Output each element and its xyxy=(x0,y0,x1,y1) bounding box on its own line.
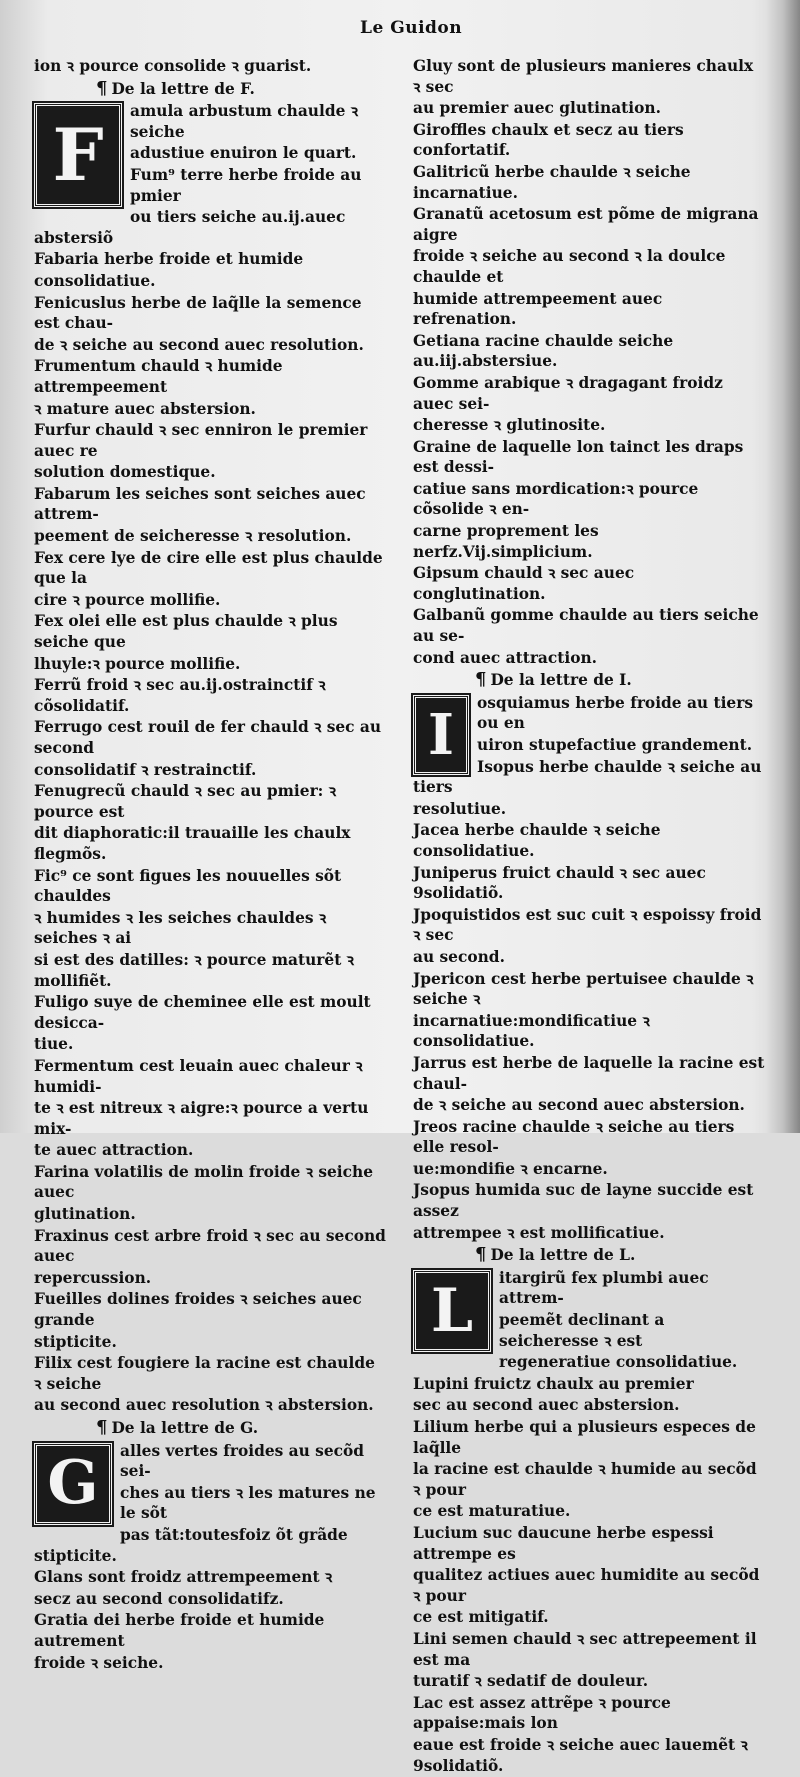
text-line: ue:mondifie ꝛ encarne. xyxy=(413,1159,608,1178)
text-line: Lupini fruictz chaulx au premier xyxy=(413,1374,694,1393)
decorated-initial-g: G xyxy=(34,1443,112,1525)
text-line: osquiamus herbe froide au tiers ou en xyxy=(477,693,753,733)
text-line: de ꝛ seiche au second auec resolution. xyxy=(34,335,364,354)
text-line: amula arbustum chaulde ꝛ seiche xyxy=(130,102,359,141)
text-line: Jpoquistidos est suc cuit ꝛ espoissy froid ꝛ sec xyxy=(413,905,762,945)
text-line: uiron stupefactiue grandement. xyxy=(477,736,753,754)
text-line: qualitez actiues auec humidite au secõd ꝛ pour xyxy=(413,1566,760,1605)
text-line: ou tiers seiche au.ij.auec abstersiõ xyxy=(34,208,346,247)
text-line: Jpericon cest herbe pertuisee chaulde ꝛ seiche ꝛ xyxy=(413,969,754,1009)
text-line: Fabarum les seiches sont seiches auec attrem- xyxy=(34,484,366,524)
text-line: te auec attraction. xyxy=(34,1141,194,1160)
text-line: Lini semen chauld ꝛ sec attrepeement il est ma xyxy=(413,1629,757,1669)
text-line: glutination. xyxy=(34,1205,136,1224)
left-column xyxy=(34,56,386,1674)
right-column xyxy=(413,56,765,1777)
text-line: froide ꝛ seiche. xyxy=(34,1653,164,1672)
text-line: dit diaphoratic:il trauaille les chaulx flegmõs. xyxy=(34,824,351,863)
pilcrow-icon: ¶ xyxy=(96,77,108,99)
text-line: Gomme arabique ꝛ dragagant froidz auec sei- xyxy=(413,373,723,413)
right-top-lines xyxy=(413,56,765,668)
text-line: froide ꝛ seiche au second ꝛ la doulce chaulde et xyxy=(413,247,726,286)
text-line: Farina volatilis de molin froide ꝛ seiche auec xyxy=(34,1162,373,1202)
text-line: catiue sans mordication:ꝛ pource cõsolide ꝛ en- xyxy=(413,479,699,519)
section-f-entries xyxy=(34,271,386,1416)
text-line: Granatũ acetosum est põme de migrana aigre xyxy=(413,205,759,244)
text-line: Glans sont froidz attrempeement ꝛ xyxy=(34,1568,333,1587)
text-line: Fuligo suye de cheminee elle est moult desicca- xyxy=(34,993,371,1032)
pilcrow-icon: ¶ xyxy=(96,1417,108,1438)
text-line: au premier auec glutination. xyxy=(413,99,661,118)
text-line: peement de seicheresse ꝛ resolution. xyxy=(34,527,352,546)
text-line: carne proprement les nerfz.Vij.simplicium. xyxy=(413,522,599,561)
text-line: Furfur chauld ꝛ sec enniron le premier auec re xyxy=(34,421,368,460)
section-heading-g: ¶ De la lettre de G. xyxy=(96,1417,259,1438)
text-line: stipticite. xyxy=(34,1332,117,1351)
text-line: Filix cest fougiere la racine est chaulde ꝛ seiche xyxy=(34,1354,375,1393)
text-line: cond auec attraction. xyxy=(413,648,598,667)
text-line: Fenugrecũ chauld ꝛ sec au pmier: ꝛ pource est xyxy=(34,782,337,821)
text-line: ion ꝛ pource consolide ꝛ guarist. xyxy=(34,57,312,75)
text-line: consolidatiue. xyxy=(34,271,156,290)
text-line: Fenicuslus herbe de laq̃lle la semence est chau- xyxy=(34,293,362,333)
text-line: incarnatiue:mondificatiue ꝛ consolidatiue. xyxy=(413,1011,650,1051)
text-line: la racine est chaulde ꝛ humide au secõd ꝛ pour xyxy=(413,1460,757,1499)
text-line: cire ꝛ pource mollifie. xyxy=(34,590,221,609)
text-line: Fex cere lye de cire elle est plus chaulde que la xyxy=(34,548,383,588)
section-heading-l: ¶ De la lettre de L. xyxy=(475,1244,636,1266)
pilcrow-icon: ¶ xyxy=(475,1244,487,1266)
text-line: Fraxinus cest arbre froid ꝛ sec au second auec xyxy=(34,1226,386,1266)
text-line: Lucium suc daucune herbe espessi attrempe es xyxy=(413,1523,714,1563)
text-line: secz au second consolidatifz. xyxy=(34,1589,284,1608)
text-line: Gratia dei herbe froide et humide autrement xyxy=(34,1611,325,1650)
text-line: ce est maturatiue. xyxy=(413,1502,571,1521)
text-line: cheresse ꝛ glutinosite. xyxy=(413,416,606,435)
decorated-initial-f: F xyxy=(34,103,122,207)
text-line: tiue. xyxy=(34,1035,74,1054)
text-line: Fex olei elle est plus chaulde ꝛ plus seiche que xyxy=(34,612,338,652)
text-line: si est des datilles: ꝛ pource maturẽt ꝛ mollifiẽt. xyxy=(34,950,354,990)
text-line: Frumentum chauld ꝛ humide attrempeement xyxy=(34,357,283,396)
section-f-block xyxy=(34,101,386,270)
text-line: Ferrugo cest rouil de fer chauld ꝛ sec au second xyxy=(34,718,382,757)
text-line: Jacea herbe chaulde ꝛ seiche consolidatiue. xyxy=(413,821,661,860)
text-line: Lilium herbe qui a plusieurs especes de laq̃lle xyxy=(413,1418,756,1457)
text-line: Giroffles chaulx et secz au tiers confortatif. xyxy=(413,120,684,160)
text-line: itargirũ fex plumbi auec attrem- xyxy=(499,1268,709,1308)
text-line: pas tãt:toutesfoiz õt grãde stipticite. xyxy=(34,1525,348,1565)
text-line: Juniperus fruict chauld ꝛ sec auec 9solidatiõ. xyxy=(413,863,706,903)
section-l-block xyxy=(413,1268,765,1395)
text-line: au second. xyxy=(413,947,505,966)
running-head: Le Guidon xyxy=(360,18,463,38)
text-line: Isopus herbe chaulde ꝛ seiche au tiers xyxy=(413,757,762,797)
text-line: alles vertes froides au secõd sei- xyxy=(120,1441,365,1481)
text-line: turatif ꝛ sedatif de douleur. xyxy=(413,1672,649,1691)
text-line: Jreos racine chaulde ꝛ seiche au tiers elle resol- xyxy=(413,1117,735,1157)
section-i-entries xyxy=(413,820,765,1243)
text-line: resolutiue. xyxy=(413,799,507,818)
text-line: regeneratiue consolidatiue. xyxy=(499,1353,738,1372)
text-line: lhuyle:ꝛ pource mollifie. xyxy=(34,654,241,673)
text-line: ches au tiers ꝛ les matures ne le sõt xyxy=(120,1483,376,1523)
text-line: humide attrempeement auec refrenation. xyxy=(413,289,663,329)
text-line: Graine de laquelle lon tainct les draps est dessi- xyxy=(413,437,744,477)
text-line: Ferrũ froid ꝛ sec au.ij.ostrainctif ꝛ cõsolidatif. xyxy=(34,676,326,715)
text-line: adustiue enuiron le quart. xyxy=(130,144,357,163)
section-g-block xyxy=(34,1441,386,1588)
text-line: te ꝛ est nitreux ꝛ aigre:ꝛ pource a vertu mix- xyxy=(34,1099,369,1138)
section-g-entries xyxy=(34,1589,386,1673)
text-line: Jsopus humida suc de layne succide est assez xyxy=(413,1181,754,1221)
section-heading-f: ¶ De la lettre de F. xyxy=(96,77,255,99)
text-line: sec au second auec abstersion. xyxy=(413,1396,680,1415)
section-heading-i: ¶ De la lettre de I. xyxy=(475,669,632,691)
text-line: Fermentum cest leuain auec chaleur ꝛ humidi- xyxy=(34,1056,363,1096)
text-line: attrempee ꝛ est mollificatiue. xyxy=(413,1223,665,1242)
left-top-lines xyxy=(34,56,386,77)
text-line: Galbanũ gomme chaulde au tiers seiche au se- xyxy=(413,606,759,646)
book-spine-shadow xyxy=(766,0,800,1133)
text-line: repercussion. xyxy=(34,1268,152,1287)
text-line: Fum⁹ terre herbe froide au pmier xyxy=(130,165,362,205)
text-line: Gluy sont de plusieurs manieres chaulx ꝛ sec xyxy=(413,57,754,96)
text-line: ce est mitigatif. xyxy=(413,1608,549,1627)
text-line: Fueilles dolines froides ꝛ seiches auec grande xyxy=(34,1290,362,1330)
text-line: Getiana racine chaulde seiche au.iij.abstersiue. xyxy=(413,331,674,371)
decorated-initial-i: I xyxy=(413,695,469,775)
text-line: Fic⁹ ce sont figues les nouuelles sõt chauldes xyxy=(34,866,342,906)
text-line: consolidatif ꝛ restrainctif. xyxy=(34,760,257,779)
text-line: de ꝛ seiche au second auec abstersion. xyxy=(413,1096,745,1115)
text-line: ꝛ mature auec abstersion. xyxy=(34,399,256,418)
pilcrow-icon: ¶ xyxy=(475,669,487,691)
text-line: Fabaria herbe froide et humide xyxy=(34,250,304,269)
text-line: Lac est assez attrẽpe ꝛ pource appaise:mais lon xyxy=(413,1693,671,1733)
text-line: Gipsum chauld ꝛ sec auec conglutination. xyxy=(413,564,635,603)
decorated-initial-l: L xyxy=(413,1270,491,1352)
text-line: Jarrus est herbe de laquelle la racine est chaul- xyxy=(413,1053,765,1093)
text-line: peemẽt declinant a seicheresse ꝛ est xyxy=(499,1311,665,1350)
text-line: Galitricũ herbe chaulde ꝛ seiche incarnatiue. xyxy=(413,162,691,202)
text-line: eaue est froide ꝛ seiche auec lauemẽt ꝛ 9solidatiõ. xyxy=(413,1735,748,1775)
text-line: solution domestique. xyxy=(34,463,216,482)
section-l-entries xyxy=(413,1395,765,1776)
section-i-block xyxy=(413,693,765,820)
text-line: ꝛ humides ꝛ les seiches chauldes ꝛ seiches ꝛ ai xyxy=(34,908,327,948)
text-line: au second auec resolution ꝛ abstersion. xyxy=(34,1396,374,1415)
